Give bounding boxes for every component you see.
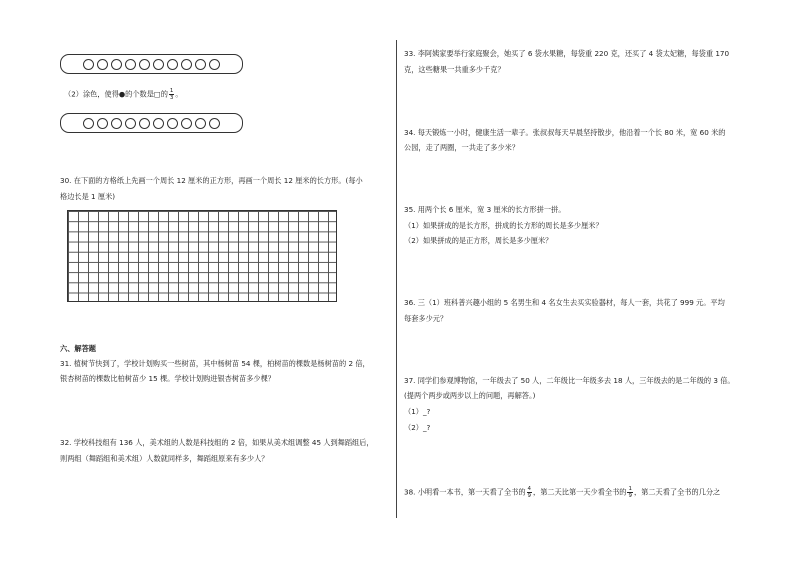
column-divider [396,40,397,518]
circle-icon [83,59,94,70]
q32-text-line2: 则两组（舞蹈组和美术组）人数就同样多，舞蹈组原来有多少人？ [60,454,269,463]
q32-text-line1: 32. 学校科技组有 136 人，美术组的人数是科技组的 2 倍，如果从美术组调整 45 人到舞蹈组后， [60,438,374,447]
circle-icon [181,59,192,70]
q36-text-line2: 每套多少元？ [404,314,448,323]
q37-text-line2: (提两个两步或两步以上的问题，再解答。) [404,391,536,400]
q37-part2: （2）_? [404,423,431,432]
q30-text-line1: 30. 在下面的方格纸上先画一个周长 12 厘米的正方形，再画一个周长 12 厘米的长方形。(每小 [60,176,363,185]
q35-part1: （1）如果拼成的是长方形，拼成的长方形的周长是多少厘米？ [404,221,603,230]
circle-icon[interactable] [97,118,108,129]
fraction: $\frac{1}{3}$ [169,88,174,101]
circle-icon[interactable] [153,118,164,129]
q37-text-line1: 37. 同学们参观博物馆，一年级去了 50 人，二年级比一年级多去 18 人，三年级去的是二年级的 3 倍。 [404,376,735,385]
q31-text-line2: 银杏树苗的棵数比柏树苗少 15 棵。学校计划购进银杏树苗多少棵？ [60,374,275,383]
fraction: $\frac{1}{9}$ [628,486,632,499]
circle-icon[interactable] [209,118,220,129]
circle-icon [125,59,136,70]
q34-text-line1: 34. 每天锻炼一小时，健康生活一辈子。张叔叔每天早晨坚持散步，他沿着一个长 80 米，宽 60 米的 [404,128,726,137]
circle-icon[interactable] [111,118,122,129]
circle-row-2 [60,113,243,133]
circle-icon[interactable] [83,118,94,129]
q33-text-line1: 33. 李阿姨家要举行家庭聚会，她买了 6 袋水果糖，每袋重 220 克，还买了 4 袋太妃糖，每袋重 170 [404,49,730,58]
circle-icon [97,59,108,70]
q36-text-line1: 36. 三（1）班科普兴趣小组的 5 名男生和 4 名女生去买实验器材，每人一套，共花了 999 元。平均 [404,298,725,307]
circle-icon [209,59,220,70]
q31-text-line1: 31. 植树节快到了，学校计划购买一些树苗，其中杨树苗 54 棵，柏树苗的棵数是杨树苗的 2 倍， [60,359,370,368]
q35-part2: （2）如果拼成的是正方形，周长是多少厘米？ [404,236,553,245]
q30-text-line2: 格边长是 1 厘米) [60,192,116,201]
q37-part1: （1）_? [404,407,431,416]
q34-text-line2: 公园，走了两圈，一共走了多少米？ [404,143,520,152]
circle-row-1 [60,54,243,74]
q35-text-line1: 35. 用两个长 6 厘米，宽 3 厘米的长方形拼一拼。 [404,205,566,214]
q38-text: 38. 小明看一本书，第一天看了全书的 $\frac{4}{9}$ ，第二天比第一天少看全书的 $\frac{1}{9}$ ，第二天看了全书的几分之 [404,486,721,499]
q29-part2: （2）涂色，使得●的个数是□的 $\frac{1}{3}$ 。 [64,88,183,101]
circle-icon[interactable] [181,118,192,129]
circle-icon [167,59,178,70]
circle-icon[interactable] [125,118,136,129]
circle-icon [195,59,206,70]
circle-icon [139,59,150,70]
circle-icon[interactable] [167,118,178,129]
circle-icon [111,59,122,70]
circle-icon[interactable] [195,118,206,129]
q33-text-line2: 克，这些糖果一共重多少千克？ [404,65,505,74]
drawing-grid[interactable] [67,210,337,302]
section-heading: 六、解答题 [60,344,96,353]
fraction: $\frac{4}{9}$ [527,486,532,499]
circle-icon[interactable] [139,118,150,129]
circle-icon [153,59,164,70]
